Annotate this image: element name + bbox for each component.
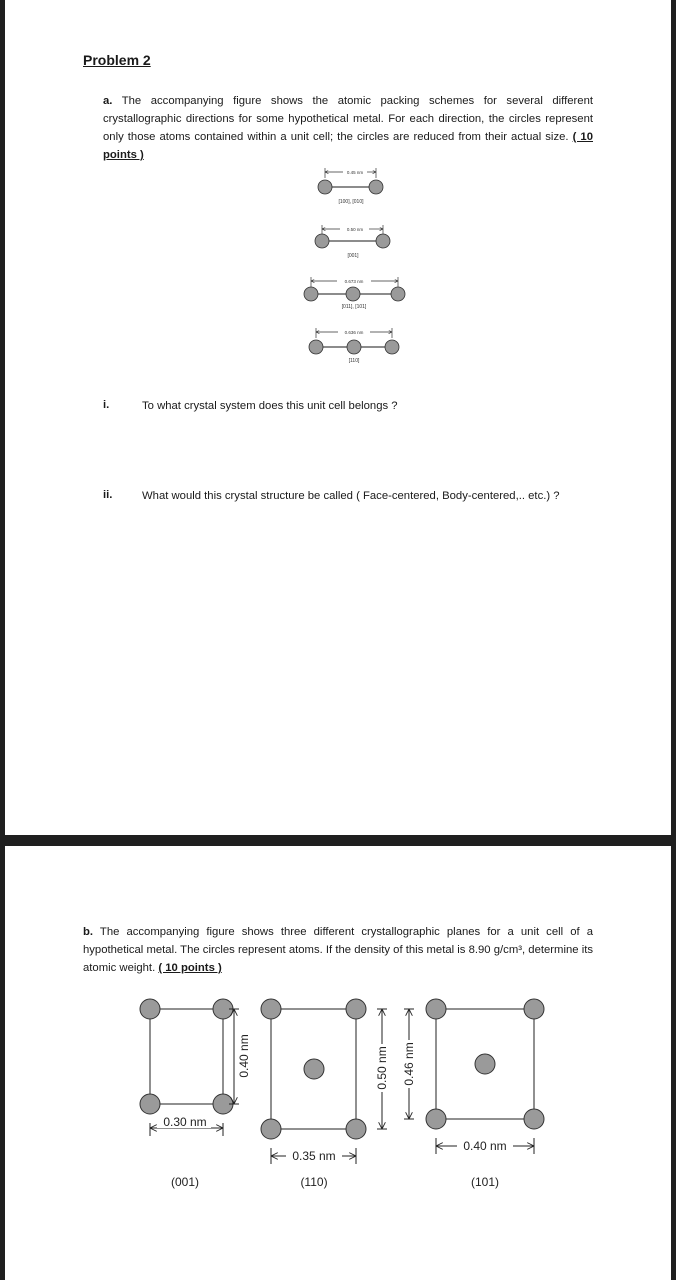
atom bbox=[376, 234, 390, 248]
atom bbox=[304, 1059, 324, 1079]
direction-label: [011], [101] bbox=[341, 304, 367, 310]
atom bbox=[524, 1109, 544, 1129]
atom bbox=[318, 180, 332, 194]
question-i-text: To what crystal system does this unit cell belongs ? bbox=[142, 400, 398, 412]
part-a-points: ( 10 points ) bbox=[103, 131, 593, 161]
document-page-2 bbox=[5, 846, 671, 1280]
plane-110-label: (110) bbox=[300, 1175, 328, 1189]
atom bbox=[309, 340, 323, 354]
atom bbox=[391, 287, 405, 301]
atom bbox=[426, 999, 446, 1019]
plane-001-label: (001) bbox=[170, 1175, 200, 1189]
figure-a-atomic-packing bbox=[5, 0, 671, 380]
document-page-1 bbox=[5, 0, 671, 835]
atom bbox=[304, 287, 318, 301]
part-a-text: The accompanying figure shows the atomic packing schemes for several different crystallographic directions for some hypothetical metal. For each direction, the circles represent only those atoms contained within a unit cell; the circles are reduced from their actual size. bbox=[103, 95, 593, 143]
problem-title: Problem 2 bbox=[83, 52, 151, 68]
packing-row-100 bbox=[318, 168, 383, 205]
dimension-label: 0.45 nm bbox=[346, 170, 364, 175]
atom bbox=[347, 340, 361, 354]
atom bbox=[385, 340, 399, 354]
part-a-label: a. bbox=[103, 95, 113, 107]
packing-row-001 bbox=[315, 225, 390, 259]
plane-001 bbox=[140, 999, 251, 1189]
plane-001-width-dim: 0.30 nm bbox=[163, 1115, 207, 1129]
plane-110-width-dim: 0.35 nm bbox=[292, 1149, 336, 1163]
direction-label: [001] bbox=[347, 253, 359, 259]
question-ii-text: What would this crystal structure be called ( Face-centered, Body-centered,.. etc.) ? bbox=[142, 490, 560, 502]
atom bbox=[346, 287, 360, 301]
question-ii-number: ii. bbox=[103, 489, 113, 501]
packing-row-110 bbox=[309, 328, 399, 364]
part-b-label: b. bbox=[83, 926, 94, 938]
direction-label: [110] bbox=[348, 358, 360, 364]
atom bbox=[346, 999, 366, 1019]
atom bbox=[369, 180, 383, 194]
atom bbox=[261, 1119, 281, 1139]
dimension-label: 0.673 nm bbox=[344, 279, 364, 284]
atom bbox=[315, 234, 329, 248]
plane-110 bbox=[261, 999, 389, 1189]
direction-label: [100], [010] bbox=[338, 199, 364, 205]
atom bbox=[475, 1054, 495, 1074]
figure-b-crystal-planes bbox=[5, 846, 671, 1280]
packing-row-011 bbox=[304, 277, 405, 310]
atom bbox=[426, 1109, 446, 1129]
dimension-label: 0.50 nm bbox=[346, 227, 364, 232]
plane-101 bbox=[402, 999, 544, 1189]
atom bbox=[346, 1119, 366, 1139]
plane-001-height-dim: 0.40 nm bbox=[237, 1034, 251, 1078]
part-b-points: ( 10 points ) bbox=[158, 962, 222, 974]
atom bbox=[261, 999, 281, 1019]
plane-110-height-dim: 0.50 nm bbox=[375, 1046, 389, 1090]
question-i-number: i. bbox=[103, 399, 110, 411]
atom bbox=[524, 999, 544, 1019]
atom bbox=[140, 1094, 160, 1114]
plane-101-height-dim: 0.46 nm bbox=[402, 1042, 416, 1086]
atom bbox=[140, 999, 160, 1019]
part-b-text: The accompanying figure shows three different crystallographic planes for a unit cell of a hypothetical metal. The circles represent atoms. If the density of this metal is 8.90 g/cm³, determine its atomic weight. bbox=[83, 926, 593, 974]
plane-101-label: (101) bbox=[470, 1175, 500, 1189]
plane-101-width-dim: 0.40 nm bbox=[463, 1139, 507, 1153]
dimension-label: 0.636 nm bbox=[344, 330, 364, 335]
